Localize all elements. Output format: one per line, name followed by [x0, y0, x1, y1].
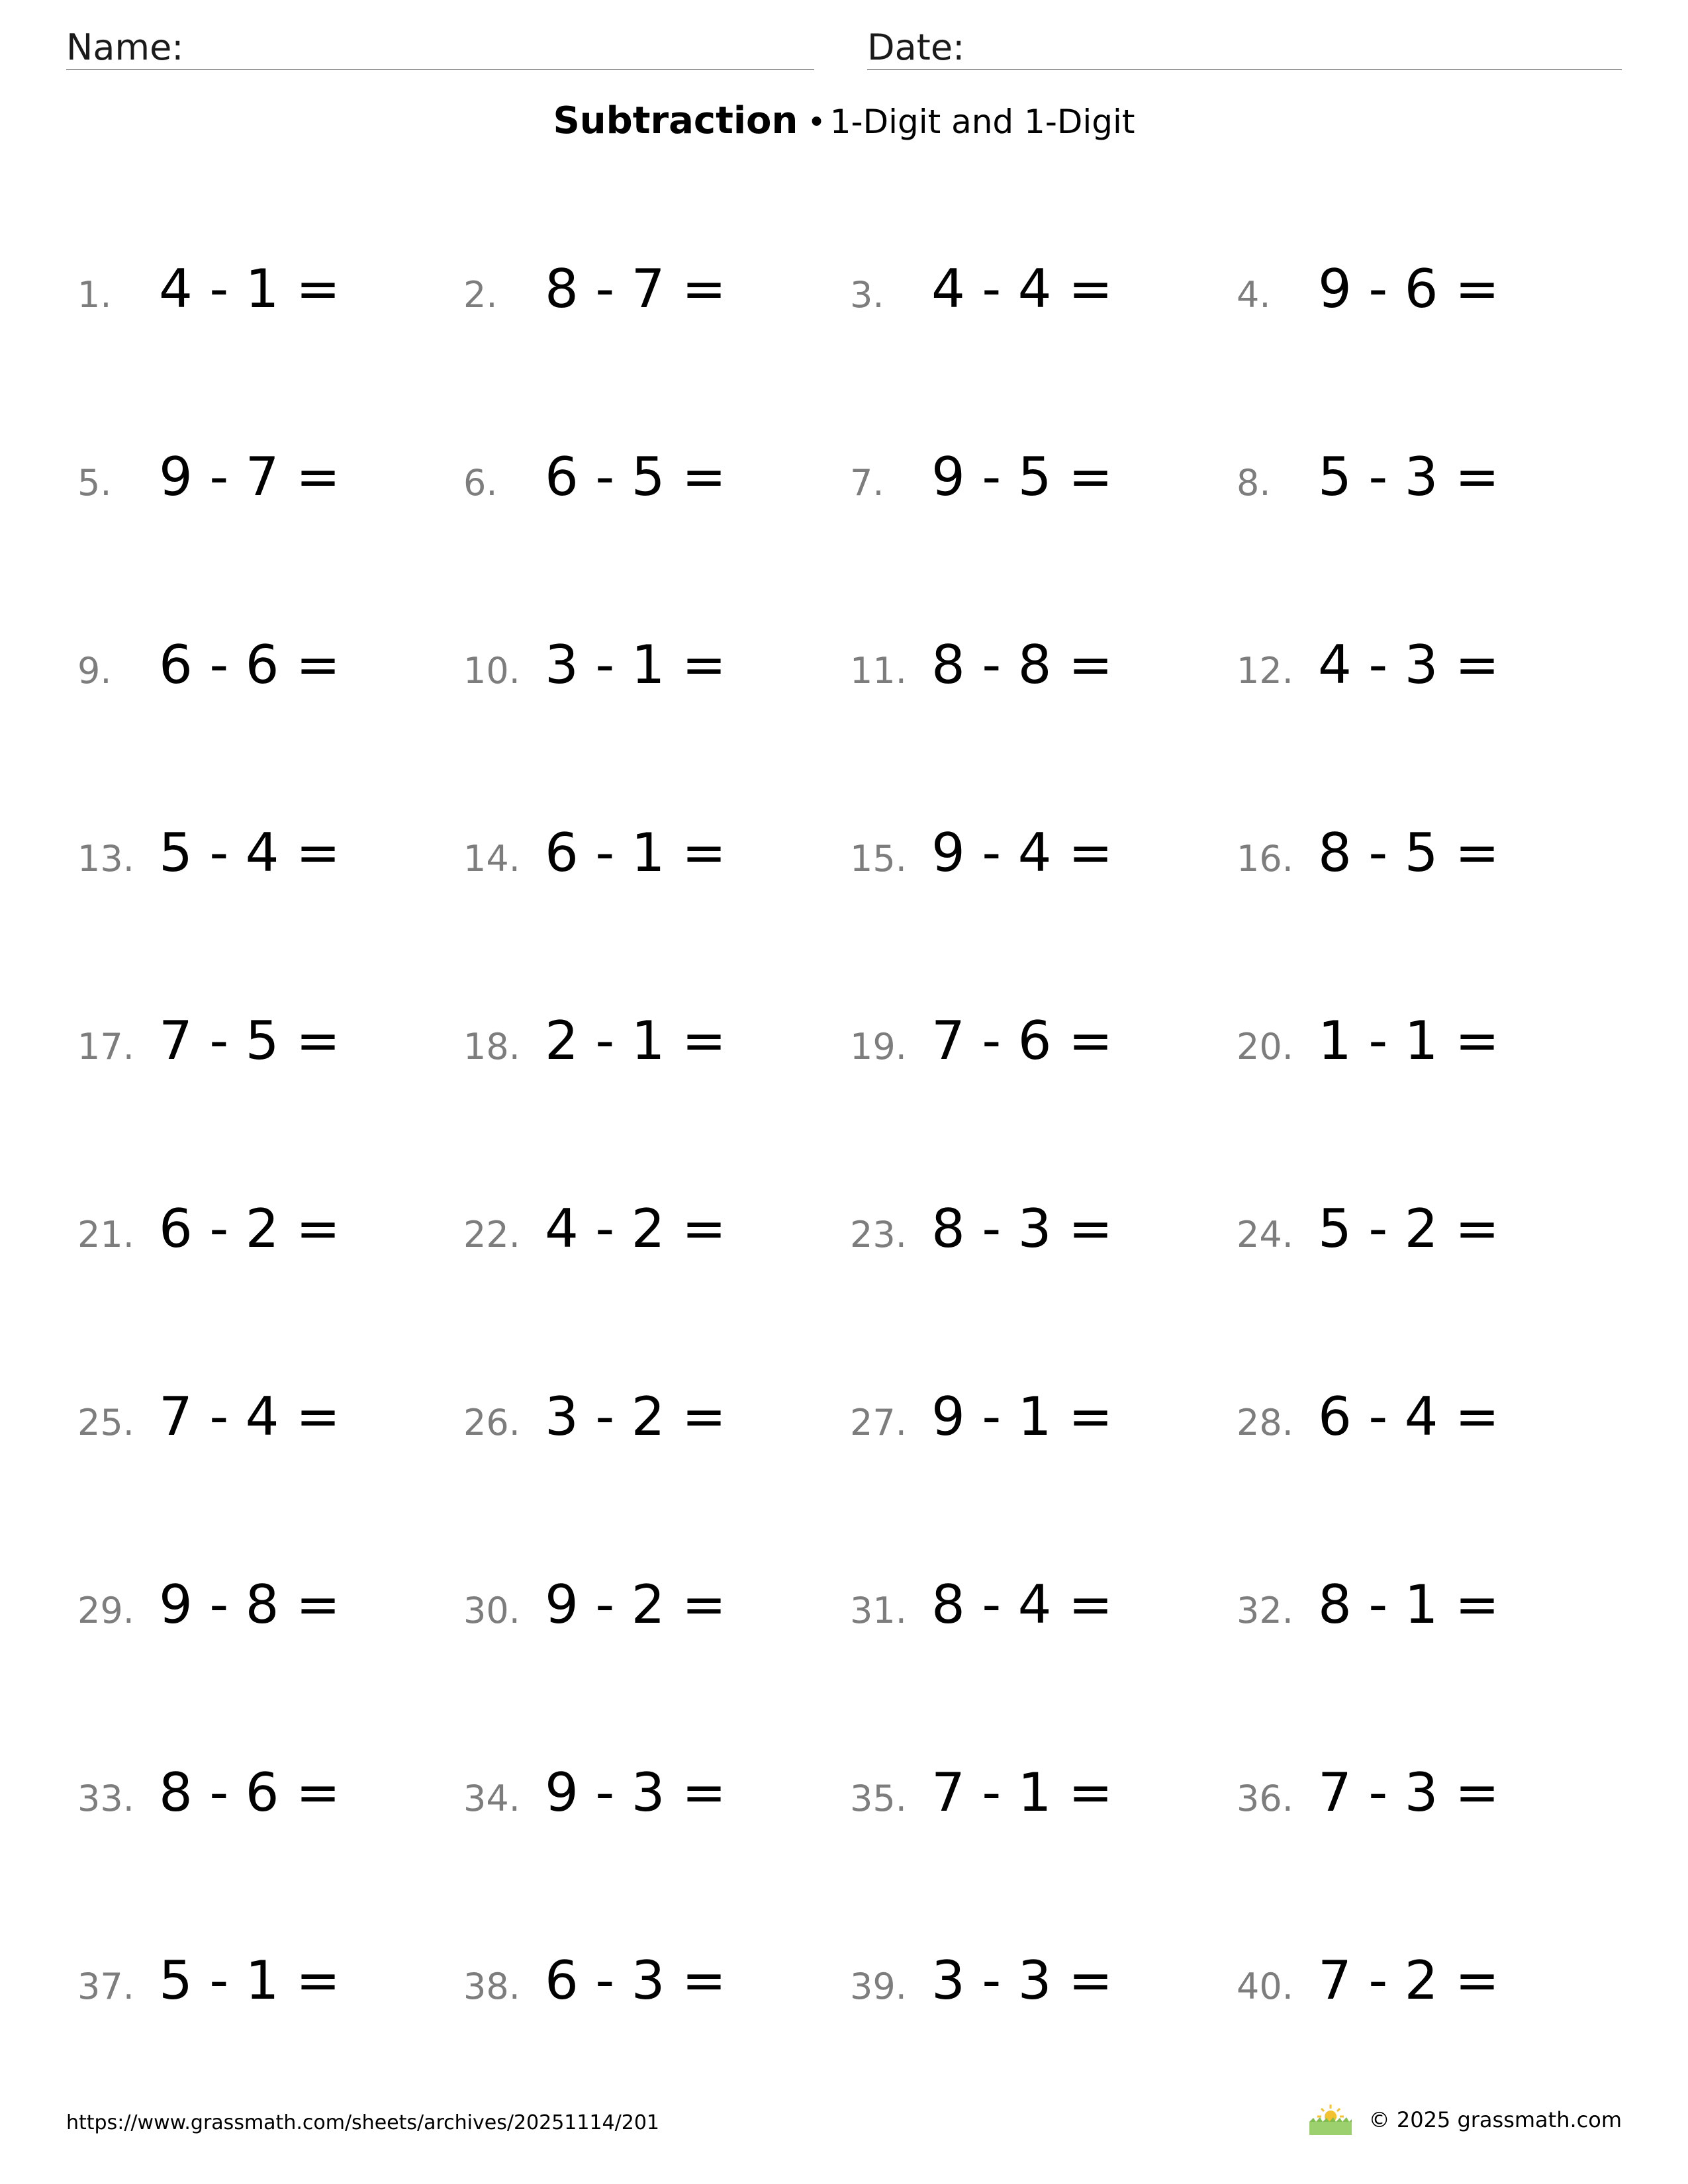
- problem-expression: 9 - 8 =: [159, 1574, 340, 1635]
- problem-expression: 9 - 5 =: [931, 446, 1113, 508]
- problem-item: [77, 822, 448, 895]
- problem-number: 24.: [1237, 1214, 1293, 1255]
- problem-expression: 8 - 4 =: [931, 1574, 1113, 1635]
- worksheet-title: [0, 99, 1688, 142]
- problem-expression: 8 - 3 =: [931, 1198, 1113, 1259]
- problem-expression: 6 - 5 =: [545, 446, 726, 508]
- problem-expression: 9 - 2 =: [545, 1574, 726, 1635]
- problem-expression: 7 - 5 =: [159, 1010, 340, 1071]
- problem-number: 28.: [1237, 1402, 1293, 1443]
- problem-number: 9.: [77, 650, 112, 692]
- problem-item: [1237, 446, 1607, 519]
- problem-expression: 7 - 1 =: [931, 1762, 1113, 1823]
- problem-expression: 9 - 7 =: [159, 446, 340, 508]
- problem-number: 32.: [1237, 1590, 1293, 1631]
- problem-number: 35.: [850, 1778, 907, 1819]
- problem-number: 6.: [463, 462, 498, 504]
- problem-number: 3.: [850, 274, 884, 316]
- problem-item: [463, 1574, 834, 1647]
- problem-expression: 7 - 4 =: [159, 1386, 340, 1447]
- date-label: Date:: [867, 26, 965, 68]
- problem-item: [463, 634, 834, 707]
- problem-expression: 8 - 8 =: [931, 634, 1113, 696]
- problem-expression: 6 - 6 =: [159, 634, 340, 696]
- problem-expression: 9 - 6 =: [1318, 258, 1499, 320]
- problem-item: [850, 1386, 1221, 1459]
- problem-expression: 9 - 3 =: [545, 1762, 726, 1823]
- problem-item: [1237, 1010, 1607, 1083]
- problem-number: 2.: [463, 274, 498, 316]
- problem-expression: 3 - 3 =: [931, 1950, 1113, 2011]
- problem-expression: 7 - 2 =: [1318, 1950, 1499, 2011]
- problem-number: 18.: [463, 1026, 520, 1068]
- problem-expression: 8 - 1 =: [1318, 1574, 1499, 1635]
- problem-number: 17.: [77, 1026, 134, 1068]
- problem-number: 33.: [77, 1778, 134, 1819]
- problem-expression: 9 - 1 =: [931, 1386, 1113, 1447]
- problem-expression: 6 - 2 =: [159, 1198, 340, 1259]
- problem-item: [850, 1574, 1221, 1647]
- problem-item: [850, 1762, 1221, 1835]
- problem-item: [850, 446, 1221, 519]
- problem-item: [77, 1950, 448, 2023]
- problem-item: [463, 446, 834, 519]
- problem-expression: 4 - 1 =: [159, 258, 340, 320]
- problem-expression: 6 - 3 =: [545, 1950, 726, 2011]
- problem-expression: 6 - 4 =: [1318, 1386, 1499, 1447]
- problem-item: [77, 1386, 448, 1459]
- problem-number: 10.: [463, 650, 520, 692]
- problem-expression: 4 - 2 =: [545, 1198, 726, 1259]
- problem-expression: 3 - 2 =: [545, 1386, 726, 1447]
- problem-number: 15.: [850, 838, 907, 880]
- problem-item: [463, 258, 834, 331]
- problem-expression: 7 - 6 =: [931, 1010, 1113, 1071]
- problem-number: 37.: [77, 1966, 134, 2007]
- problem-item: [1237, 258, 1607, 331]
- problem-expression: 5 - 4 =: [159, 822, 340, 884]
- name-field[interactable]: [66, 20, 814, 70]
- problem-number: 12.: [1237, 650, 1293, 692]
- title-subtitle: 1-Digit and 1-Digit: [829, 103, 1135, 141]
- problem-number: 25.: [77, 1402, 134, 1443]
- problem-expression: 2 - 1 =: [545, 1010, 726, 1071]
- problem-number: 30.: [463, 1590, 520, 1631]
- problem-number: 8.: [1237, 462, 1271, 504]
- problem-item: [850, 1950, 1221, 2023]
- problem-number: 34.: [463, 1778, 520, 1819]
- problem-item: [850, 1198, 1221, 1271]
- problem-number: 27.: [850, 1402, 907, 1443]
- problem-number: 11.: [850, 650, 907, 692]
- problem-number: 40.: [1237, 1966, 1293, 2007]
- problem-item: [850, 822, 1221, 895]
- problem-expression: 5 - 1 =: [159, 1950, 340, 2011]
- problem-item: [77, 634, 448, 707]
- problem-item: [1237, 1950, 1607, 2023]
- problem-expression: 7 - 3 =: [1318, 1762, 1499, 1823]
- footer-brand: [1307, 2103, 1622, 2136]
- footer-copyright: © 2025 grassmath.com: [1368, 2107, 1622, 2132]
- problem-item: [850, 634, 1221, 707]
- problem-expression: 4 - 4 =: [931, 258, 1113, 320]
- date-field[interactable]: [867, 20, 1622, 70]
- problem-number: 26.: [463, 1402, 520, 1443]
- grass-sun-logo-icon: [1307, 2103, 1354, 2136]
- problem-item: [463, 1386, 834, 1459]
- problem-item: [850, 258, 1221, 331]
- problem-item: [77, 446, 448, 519]
- problem-expression: 8 - 7 =: [545, 258, 726, 320]
- title-bullet: •: [807, 104, 826, 141]
- problem-number: 13.: [77, 838, 134, 880]
- problem-item: [77, 1198, 448, 1271]
- problem-expression: 3 - 1 =: [545, 634, 726, 696]
- problem-number: 16.: [1237, 838, 1293, 880]
- problem-item: [463, 1762, 834, 1835]
- problem-number: 21.: [77, 1214, 134, 1255]
- problem-number: 38.: [463, 1966, 520, 2007]
- problem-number: 39.: [850, 1966, 907, 2007]
- problem-item: [463, 1950, 834, 2023]
- problem-number: 20.: [1237, 1026, 1293, 1068]
- problem-item: [1237, 1198, 1607, 1271]
- problem-expression: 5 - 3 =: [1318, 446, 1499, 508]
- problem-number: 19.: [850, 1026, 907, 1068]
- title-main: Subtraction: [553, 99, 798, 142]
- problem-number: 36.: [1237, 1778, 1293, 1819]
- problem-number: 1.: [77, 274, 112, 316]
- problem-item: [850, 1010, 1221, 1083]
- problem-number: 14.: [463, 838, 520, 880]
- name-label: Name:: [66, 26, 184, 68]
- footer-url[interactable]: https://www.grassmath.com/sheets/archives/20251114/201: [66, 2111, 660, 2134]
- problem-number: 22.: [463, 1214, 520, 1255]
- problem-number: 7.: [850, 462, 884, 504]
- problem-item: [77, 1010, 448, 1083]
- problem-item: [1237, 634, 1607, 707]
- problem-item: [1237, 1574, 1607, 1647]
- problem-expression: 9 - 4 =: [931, 822, 1113, 884]
- problem-item: [463, 1010, 834, 1083]
- problem-number: 29.: [77, 1590, 134, 1631]
- problem-number: 4.: [1237, 274, 1271, 316]
- problem-item: [1237, 1762, 1607, 1835]
- problem-item: [77, 1762, 448, 1835]
- problem-item: [77, 1574, 448, 1647]
- problem-number: 31.: [850, 1590, 907, 1631]
- problem-item: [463, 822, 834, 895]
- problem-number: 5.: [77, 462, 112, 504]
- problem-item: [77, 258, 448, 331]
- problem-expression: 4 - 3 =: [1318, 634, 1499, 696]
- problem-item: [463, 1198, 834, 1271]
- problem-item: [1237, 1386, 1607, 1459]
- problem-expression: 8 - 5 =: [1318, 822, 1499, 884]
- problem-expression: 1 - 1 =: [1318, 1010, 1499, 1071]
- problem-expression: 5 - 2 =: [1318, 1198, 1499, 1259]
- problem-number: 23.: [850, 1214, 907, 1255]
- problem-expression: 8 - 6 =: [159, 1762, 340, 1823]
- problem-item: [1237, 822, 1607, 895]
- problem-expression: 6 - 1 =: [545, 822, 726, 884]
